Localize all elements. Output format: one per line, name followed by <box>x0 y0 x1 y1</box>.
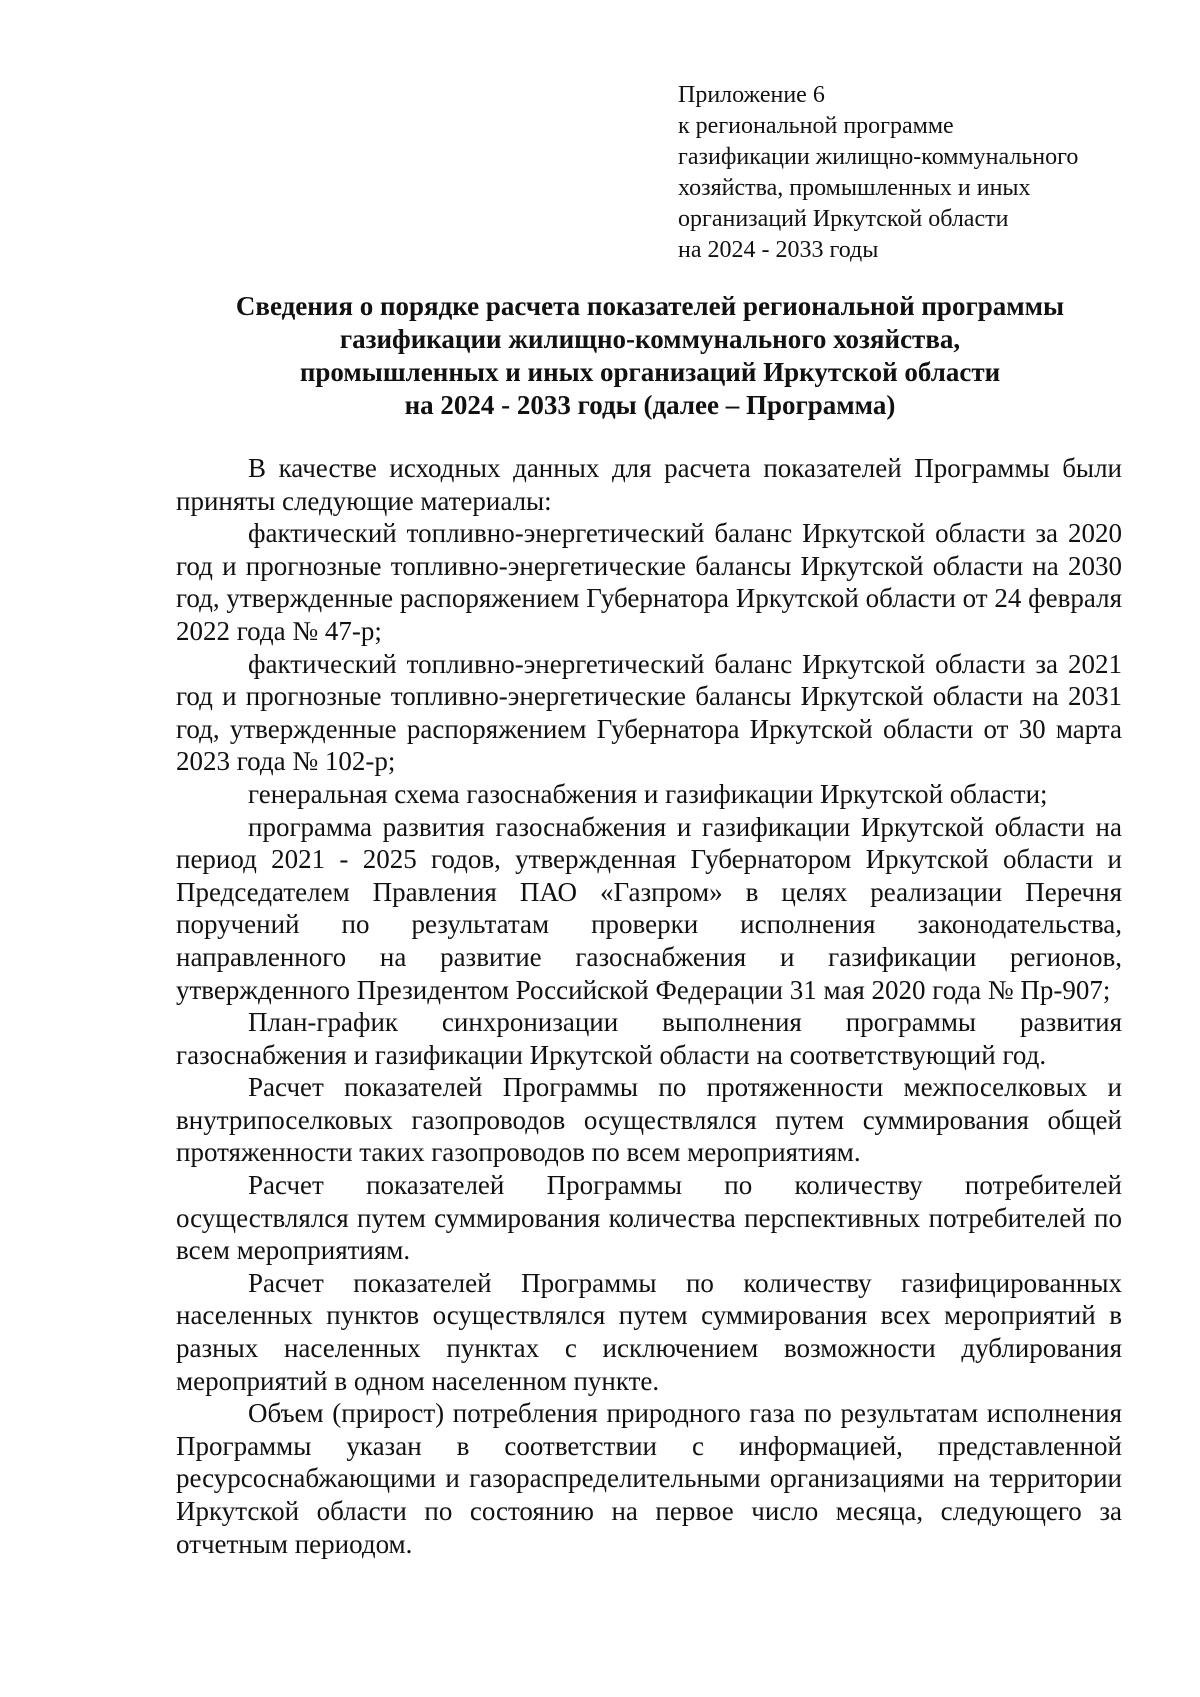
appendix-line: газификации жилищно-коммунального <box>678 144 1079 170</box>
paragraph-balance-2020: фактический топливно-энергетический баланс Иркутской области за 2020 год и прогнозные топливно-энергетические балансы Иркутской области на 2030 год, утвержденные распоряжением Губернатора Иркутской области от 24 февраля 2022 года № 47-р; <box>176 518 1122 646</box>
document-title <box>170 290 1130 422</box>
title-line: газификации жилищно-коммунального хозяйства, <box>339 324 961 354</box>
appendix-line: организаций Иркутской области <box>678 206 1009 232</box>
appendix-heading <box>678 80 1158 266</box>
paragraph-development-program: программа развития газоснабжения и газификации Иркутской области на период 2021 - 2025 годов, утвержденная Губернатором Иркутской области и Председателем Правления ПАО «Газпром» в целях реализации Перечня поручений по результатам проверки исполнения законодательства, направленного на развитие газоснабжения и газификации регионов, утвержденного Президентом Российской Федерации 31 мая 2020 года № Пр-907; <box>176 811 1122 1005</box>
paragraph-general-scheme: генеральная схема газоснабжения и газификации Иркутской области; <box>248 778 1048 809</box>
paragraph-consumers-calc: Расчет показателей Программы по количеству потребителей осуществлялся путем суммирования количества перспективных потребителей по всем мероприятиям. <box>176 1170 1122 1266</box>
title-line: промышленных и иных организаций Иркутской области <box>299 357 1001 387</box>
paragraph-intro: В качестве исходных данных для расчета показателей Программы были приняты следующие материалы: <box>176 453 1122 516</box>
paragraph-settlements-calc: Расчет показателей Программы по количеству газифицированных населенных пунктов осуществлялся путем суммирования всех мероприятий в разных населенных пунктах с исключением возможности дублирования мероприятий в одном населенном пункте. <box>176 1267 1122 1396</box>
paragraph-schedule: План-график синхронизации выполнения программы развития газоснабжения и газификации Иркутской области на соответствующий год. <box>176 1007 1122 1070</box>
appendix-line: Приложение 6 <box>678 82 825 108</box>
appendix-line: к региональной программе <box>678 113 954 139</box>
paragraph-balance-2021: фактический топливно-энергетический баланс Иркутской области за 2021 год и прогнозные топливно-энергетические балансы Иркутской области на 2031 год, утвержденные распоряжением Губернатора Иркутской области от 30 марта 2023 года № 102-р; <box>176 648 1122 777</box>
paragraph-gas-volume: Объем (прирост) потребления природного газа по результатам исполнения Программы указан в соответствии с информацией, представленной ресурсоснабжающими и газораспределительными организациями на территории Иркутской области по состоянию на первое число месяца, следующего за отчетным периодом. <box>176 1398 1122 1559</box>
appendix-line: хозяйства, промышленных и иных <box>678 175 1031 201</box>
title-line: на 2024 - 2033 годы (далее – Программа) <box>404 390 896 420</box>
document-body <box>176 452 1122 1560</box>
appendix-line: на 2024 - 2033 годы <box>678 237 879 263</box>
title-line: Сведения о порядке расчета показателей региональной программы <box>235 291 1065 321</box>
paragraph-pipelines-calc: Расчет показателей Программы по протяженности межпоселковых и внутрипоселковых газопроводов осуществлялся путем суммирования общей протяженности таких газопроводов по всем мероприятиям. <box>176 1072 1122 1168</box>
